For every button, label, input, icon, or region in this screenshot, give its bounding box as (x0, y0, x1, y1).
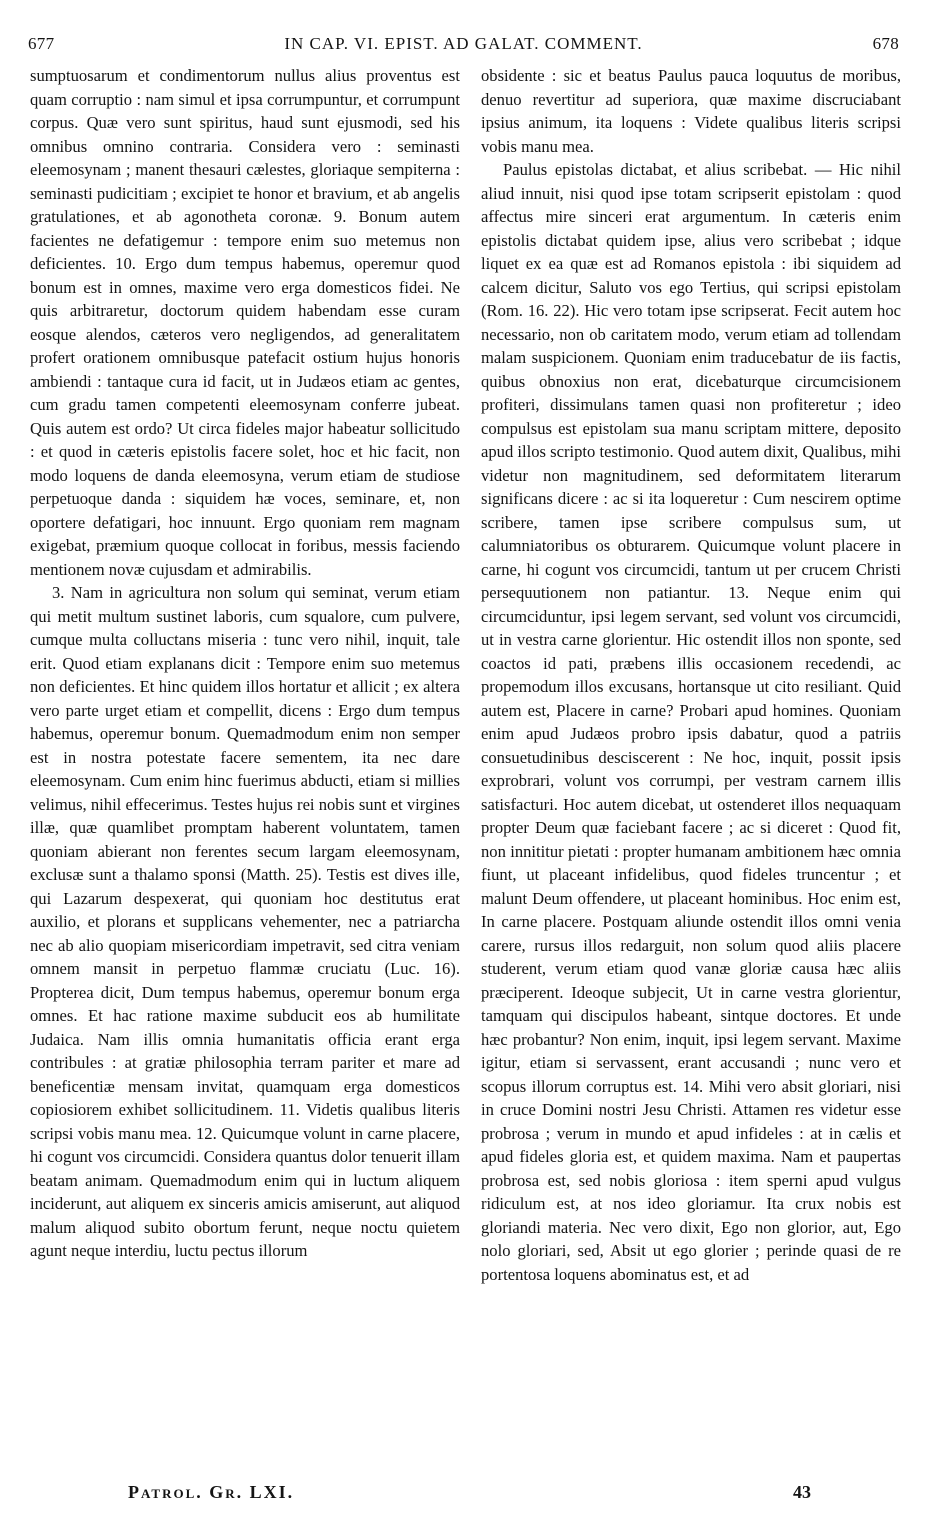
right-column (481, 64, 901, 1476)
paragraph: sumptuosarum et condimentorum nullus alius proventus est quam corruptio : nam simul et ipsa corrumpuntur, et corrumpunt corpus. Quæ vero sunt spiritus, haud sunt ejusmodi, sed his omnibus omnino contraria. Considera vero : seminasti eleemosynam ; manent thesauri cælestes, gloriaque sempiterna : seminasti pudicitiam ; excipiet te honor et bravium, et ab angelis gratulationes, et ab agonotheta coronæ. 9. Bonum autem facientes ne defatigemur : tempore enim suo metemus non deficientes. 10. Ergo dum tempus habemus, operemur quod bonum est in omnes, maxime vero erga domesticos fidei. Ne quis arbitraretur, doctorum quidem habendam esse curam eosque alendos, cæteros vero negligendos, ad generalitatem profert orationem omnibusque patefacit ostium hujus honoris ambiendi : tantaque cura id facit, ut in Judæos etiam ac gentes, cum gradu tamen competenti eleemosynam conferre jubeat. Quis autem est ordo? Ut circa fideles major habeatur sollicitudo : et quod in cæteris epistolis facere solet, hoc et hic facit, non modo loquens de danda eleemosyna, verum etiam de studiose perpetuoque danda : siquidem hæ voces, seminare, et, non oportere defatigari, hoc innuunt. Ergo quoniam rem magnam exigebat, præmium quoque collocat in foribus, messis faciendo mentionem novæ cujusdam et admirabilis. (30, 66, 460, 579)
running-title: IN CAP. VI. EPIST. AD GALAT. COMMENT. (284, 34, 643, 53)
sheet-number: 43 (793, 1482, 811, 1502)
paragraph: 3. Nam in agricultura non solum qui seminat, verum etiam qui metit multum sustinet laboris, cum squalore, cum pulvere, cumque multa colluctans miseria : tunc vero nihil, inquit, tale erit. Quod etiam explanans dicit : Tempore enim suo metemus non deficientes. Et hinc quidem illos hortatur et allicit ; ex altera vero parte urget etiam et compellit, dicens : Ergo dum tempus habemus, operemur bonum. Quemadmodum enim non semper est in nostra potestate facere sementem, ita nec dare eleemosynam. Cum enim hinc fuerimus abducti, etiam si millies velimus, nihil effecerimus. Testes hujus rei nobis sunt et virgines illæ, quæ quamlibet promptam haberent voluntatem, tamen quoniam abierant non ferentes secum largam eleemosynam, exclusæ sunt a thalamo sponsi (Matth. 25). Testis est dives ille, qui Lazarum despexerat, qui quoniam hoc destitutus erat auxilio, et plorans et supplicans vehementer, nec a patriarcha nec ab alio quopiam misericordiam impetravit, sed citra veniam omnem mansit in perpetuo flammæ cruciatu (Luc. 16). Propterea dicit, Dum tempus habemus, operemur bonum erga omnes. Et hac ratione maxime subducit eos ab humilitate Judaica. Nam illis omnia humanitatis officia erant erga contribules : at gratiæ philosophia terram pariter et mare ad beneficentiæ mensam invitat, quamquam erga domesticos copiosiorem exhibet sollicitudinem. 11. Videtis qualibus literis scripsi vobis manu mea. 12. Quicumque volunt in carne placere, hi cogunt vos circumcidi. Considera quantus dolor tenuerit illam beatam animam. Quemadmodum enim qui in luctum aliquem inciderunt, aut aliquem ex sinceris amicis amiserunt, aut aliquod malum aliquod subito obortum ferunt, neque noctu quietem agunt neque interdiu, luctu pectus illorum (30, 583, 460, 1260)
paragraph: Paulus epistolas dictabat, et alius scribebat. — Hic nihil aliud innuit, nisi quod ipse totam scripserit epistolam : quod affectus mire sinceri erat argumentum. In cæteris enim epistolis dictabat quidem ipse, alius vero scribebat ; idque liquet ex ea quæ est ad Romanos epistola : ibi siquidem ad calcem dicitur, Saluto vos ego Tertius, qui scripsi epistolam (Rom. 16. 22). Hic vero totam ipse scripserat. Fecit autem hoc necessario, non ob caritatem modo, verum etiam ad tollendam malam suspicionem. Quoniam enim traducebatur de iis factis, quibus obnoxius non erat, dicebaturque circumcisionem profiteri, dissimulans tamen quasi non profiteretur ; ideo compulsus est epistolam sua manu scriptam mittere, deposito apud illos scripto testimonio. Quod autem dixit, Qualibus, mihi videtur non magnitudinem, sed deformitatem literarum significans dicere : ac si ita loqueretur : Cum nescirem optime scribere, tamen ipse scribere compulsus sum, ut calumniatoribus os obturarem. Quicumque volunt placere in carne, hi cogunt vos circumcidi, tantum ut per crucem Christi persequutionem non patiantur. 13. Neque enim qui circumciduntur, ipsi legem servant, sed volunt vos circumcidi, ut in vestra carne glorientur. Hic ostendit illos non sponte, sed coactos id pati, præbens illis occasionem recedendi, ac propemodum illos excusans, hortansque ut cito resiliant. Quid autem est, Placere in carne? Probari apud homines. Quoniam enim apud Judæos probro ipsis dabatur, quod a patriis consuetudinibus desciscerent : Ne hoc, inquit, possit ipsis exprobrari, volunt vos corrumpi, per vestram carnem illis satisfacturi. Hoc autem dicebat, ut ostenderet illos nequaquam propter Deum quæ faciebant facere ; ac si diceret : Quod fit, non innititur pietati : propter humanam ambitionem hæc omnia fiunt, ut placeant infidelibus, quod fideles truncentur ; et malunt Deum offendere, ut placeant hominibus. Hoc enim est, In carne placere. Postquam aliunde ostendit illos omni venia carere, rursus illos redarguit, non solum quod aliis placere studerent, verum etiam quod vanæ gloriæ causa hæc aliis præciperent. Ideoque subjecit, Ut in carne vestra glorientur, tamquam qui discipulos habeant, sintque doctores. Et unde hæc probantur? Non enim, inquit, ipsi legem servant. Maxime igitur, etiam si servassent, erant accusandi ; nunc vero et scopus illorum corruptus est. 14. Mihi vero absit gloriari, nisi in cruce Domini nostri Jesu Christi. Attamen res videtur esse probrosa ; verum in mundo et apud infideles : at in cælis et apud fideles gloria est, et quidem maxima. Nam et paupertas probrosa est, sed nobis gloriosa : item sperni apud vulgus ridiculum est, at nos ideo gloriamur. Ita crux nobis est gloriandi materia. Nec vero dixit, Ego non glorior, aut, Ego nolo gloriari, sed, Absit ut ego glorier ; perinde quasi de re portentosa loquens abominatus est, et ad (481, 160, 901, 1284)
left-column (30, 64, 460, 1476)
running-header (28, 34, 899, 58)
page-number-left: 677 (28, 34, 55, 53)
page-number-right: 678 (872, 34, 899, 53)
paragraph: obsidente : sic et beatus Paulus pauca loquutus de moribus, denuo revertitur ad superiora, quæ maxime discruciabant ipsius animum, ita loquens : Videte qualibus literis scripsi vobis manu mea. (481, 66, 901, 156)
volume-signature: Patrol. Gr. LXI. (128, 1482, 295, 1502)
page-footer (118, 1482, 811, 1512)
